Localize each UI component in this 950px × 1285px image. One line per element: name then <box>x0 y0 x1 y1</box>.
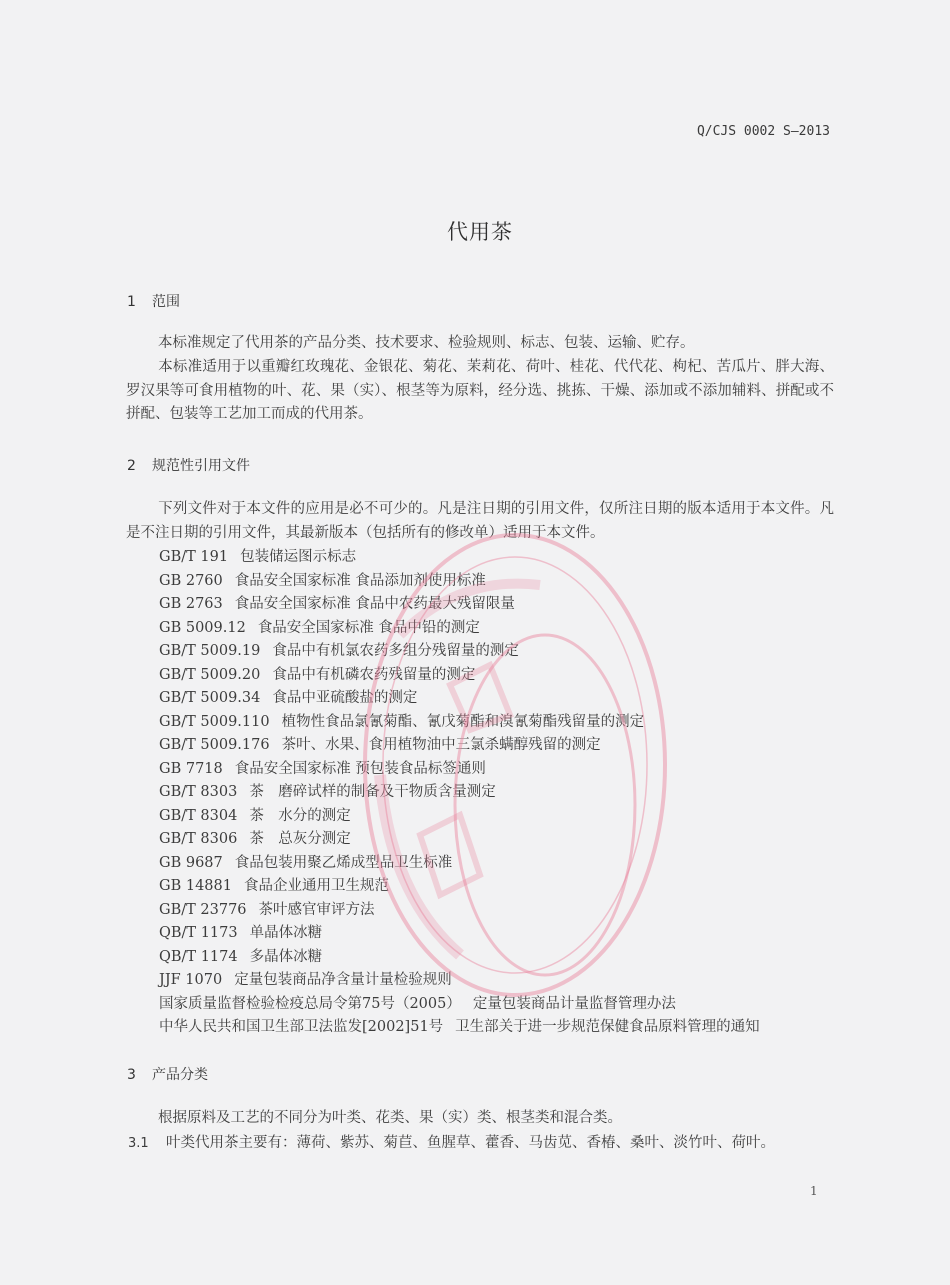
references-intro <box>126 498 834 545</box>
reference-item <box>159 852 760 876</box>
reference-item <box>159 922 760 946</box>
reference-title: 单晶体冰糖 <box>249 925 323 941</box>
reference-code: GB/T 191 <box>159 549 229 565</box>
reference-item <box>159 899 760 923</box>
reference-title: 食品安全国家标准 食品中农药最大残留限量 <box>234 596 515 612</box>
reference-title: 食品安全国家标准 食品中铅的测定 <box>257 619 480 636</box>
reference-code: JJF 1070 <box>159 972 223 988</box>
reference-title: 食品中亚硫酸盐的测定 <box>272 690 418 706</box>
paragraph-text: 本标准规定了代用茶的产品分类、技术要求、检验规则、标志、包装、运输、贮存。 <box>158 335 695 351</box>
scope-paragraph-2 <box>126 356 834 427</box>
reference-title: 茶叶、水果、食用植物油中三氯杀螨醇残留的测定 <box>281 737 601 753</box>
reference-title: 食品中有机氯农药多组分残留量的测定 <box>272 643 519 659</box>
reference-title: 包装储运图示标志 <box>240 549 357 565</box>
classification-subitem-3-1 <box>128 1131 775 1152</box>
reference-title: 食品企业通用卫生规范 <box>243 878 389 894</box>
reference-item <box>159 993 760 1017</box>
reference-title: 多晶体冰糖 <box>249 948 323 965</box>
reference-title: 植物性食品氯氰菊酯、氰戊菊酯和溴氰菊酯残留量的测定 <box>281 713 645 730</box>
reference-item <box>159 805 760 829</box>
reference-code: QB/T 1174 <box>159 948 238 965</box>
reference-item <box>159 758 760 782</box>
reference-title: 定量包装商品净含量计量检验规则 <box>234 972 452 988</box>
reference-item <box>159 969 760 993</box>
section-number: 1 <box>127 294 136 310</box>
reference-code: GB 14881 <box>159 878 232 894</box>
scope-paragraph-1 <box>126 332 834 356</box>
reference-title: 茶叶感官审评方法 <box>258 901 375 918</box>
reference-title: 卫生部关于进一步规范保健食品原料管理的通知 <box>455 1019 760 1035</box>
section-heading-references <box>127 455 250 475</box>
reference-title: 食品安全国家标准 预包装食品标签通则 <box>234 760 486 777</box>
reference-title: 茶 总灰分测定 <box>249 831 351 847</box>
reference-title: 食品中有机磷农药残留量的测定 <box>272 666 476 683</box>
classification-paragraph-1 <box>126 1107 834 1131</box>
reference-item <box>159 687 760 711</box>
reference-title: 食品安全国家标准 食品添加剂使用标准 <box>234 572 486 589</box>
reference-item <box>159 711 760 735</box>
reference-code: GB 2763 <box>159 596 223 612</box>
reference-item <box>159 546 760 570</box>
paragraph-text: 下列文件对于本文件的应用是必不可少的。凡是注日期的引用文件，仅所注日期的版本适用于本文件。凡是不注日期的引用文件，其最新版本（包括所有的修改单）适用于本文件。 <box>126 501 834 541</box>
reference-item <box>159 664 760 688</box>
section-title: 范围 <box>152 294 180 310</box>
reference-title: 茶 水分的测定 <box>249 807 351 824</box>
reference-code: GB/T 5009.110 <box>159 713 270 730</box>
reference-code: 中华人民共和国卫生部卫法监发[2002]51号 <box>159 1019 444 1035</box>
subitem-number: 3.1 <box>128 1136 149 1151</box>
reference-code: 国家质量监督检验检疫总局令第75号（2005） <box>159 995 461 1012</box>
reference-title: 茶 磨碎试样的制备及干物质含量测定 <box>249 784 496 800</box>
reference-title: 定量包装商品计量监督管理办法 <box>472 995 676 1012</box>
section-title: 产品分类 <box>152 1067 208 1083</box>
reference-code: QB/T 1173 <box>159 925 238 941</box>
reference-code: GB 9687 <box>159 854 223 871</box>
paragraph-text: 根据原料及工艺的不同分为叶类、花类、果（实）类、根茎类和混合类。 <box>158 1110 622 1126</box>
reference-code: GB/T 5009.176 <box>159 737 270 753</box>
document-code: Q/CJS 0002 S—2013 <box>696 124 830 139</box>
reference-code: GB 7718 <box>159 760 223 777</box>
subitem-text: 叶类代用茶主要有：薄荷、紫苏、菊苣、鱼腥草、藿香、马齿苋、香椿、桑叶、淡竹叶、荷叶。 <box>166 1135 775 1151</box>
reference-code: GB/T 23776 <box>159 901 247 918</box>
reference-code: GB/T 5009.19 <box>159 643 261 659</box>
reference-item <box>159 593 760 617</box>
paragraph-text: 本标准适用于以重瓣红玫瑰花、金银花、菊花、茉莉花、荷叶、桂花、代代花、枸杞、苦瓜片、胖大海、罗汉果等可食用植物的叶、花、果（实）、根茎等为原料，经分选、挑拣、干燥、添加或不添加辅料、拼配或不拼配、包装等工艺加工而成的代用茶。 <box>126 359 834 422</box>
reference-item <box>159 734 760 758</box>
reference-item <box>159 570 760 594</box>
reference-item <box>159 617 760 641</box>
reference-item <box>159 875 760 899</box>
reference-title: 食品包装用聚乙烯成型品卫生标准 <box>234 854 453 871</box>
reference-code: GB/T 8306 <box>159 831 238 847</box>
page-number: 1 <box>810 1184 818 1198</box>
document-title: 代用茶 <box>447 220 513 244</box>
reference-item <box>159 946 760 970</box>
reference-item <box>159 1016 760 1040</box>
section-number: 3 <box>127 1067 136 1083</box>
section-title: 规范性引用文件 <box>152 458 250 474</box>
reference-item <box>159 781 760 805</box>
section-heading-scope <box>127 291 180 311</box>
reference-code: GB/T 8304 <box>159 807 238 824</box>
section-heading-classification <box>127 1064 208 1084</box>
reference-code: GB/T 5009.20 <box>159 666 261 683</box>
reference-code: GB/T 8303 <box>159 784 238 800</box>
reference-item <box>159 828 760 852</box>
section-number: 2 <box>127 458 136 474</box>
reference-code: GB 2760 <box>159 572 223 589</box>
reference-item <box>159 640 760 664</box>
reference-code: GB/T 5009.34 <box>159 690 261 706</box>
reference-code: GB 5009.12 <box>159 619 246 636</box>
reference-list <box>159 546 760 1040</box>
